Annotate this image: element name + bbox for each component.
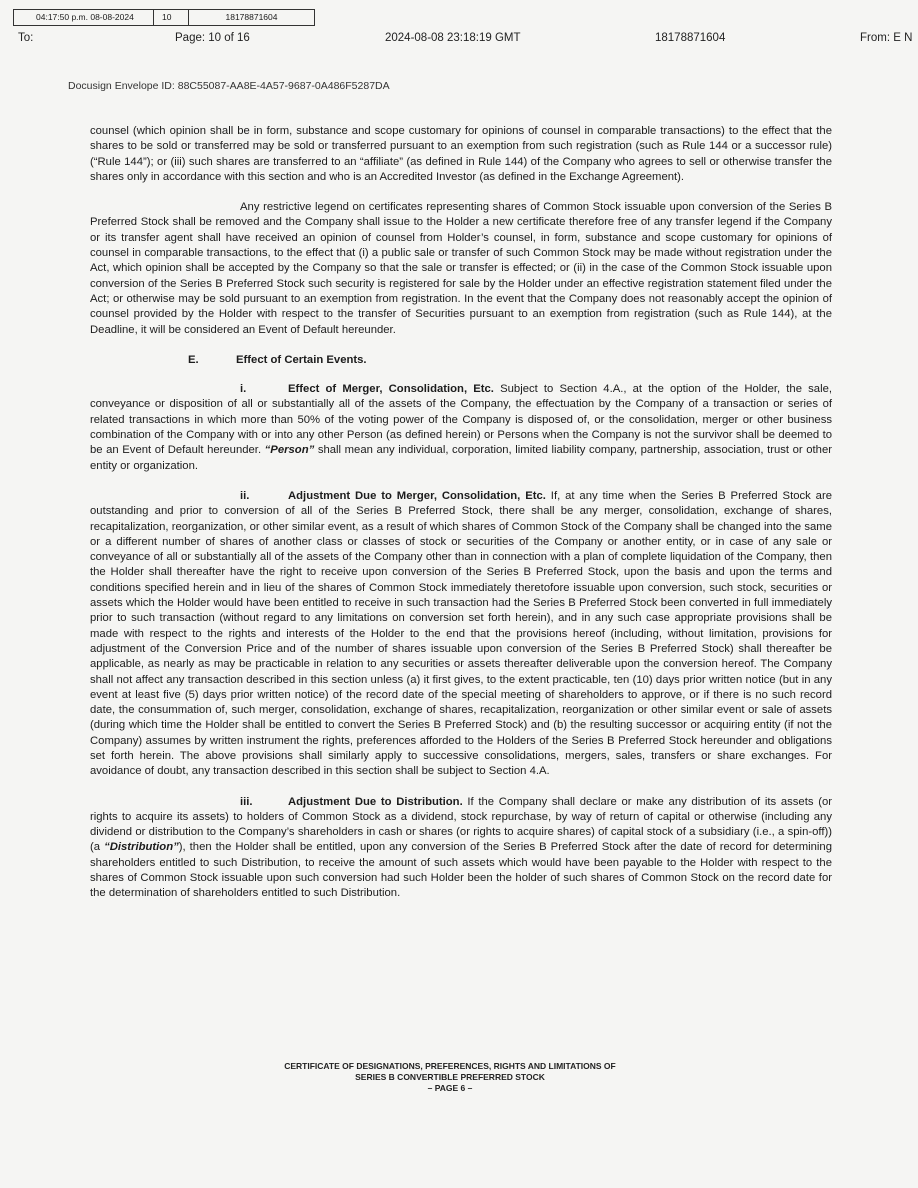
item-iii-number: iii. [240,795,253,808]
page-footer [0,1061,900,1094]
item-ii-text: If, at any time when the Series B Preferred Stock are outstanding and prior to conversion of all of the Series B Preferred Stock, there shall be any merger, consolidation, exchange of shares, recapitalization, reorganization, or other similar event, as a result of which shares of Common Stock of the Company shall be changed into the same or a different number of shares of another class or classes of stock or securities of the Company or another entity, or in case of any sale or conveyance of all or substantially all of the assets of the Company other than in connection with a plan of complete liquidation of the Company, then the Holder shall thereafter have the right to receive upon conversion of the Series B Preferred Stock, upon the basis and upon the terms and conditions specified herein and in lieu of the shares of Common Stock immediately theretofore issuable upon conversion, such stock, securities or assets which the Holder would have been entitled to receive in such transaction had the Series B Preferred Stock been converted in full immediately prior to such transaction (without regard to any limitations on conversion set forth herein), and in any such case appropriate provisions shall be made with respect to the rights and interests of the Holder to the end that the provisions hereof (including, without limitation, provisions for adjustment of the Conversion Price and of the number of shares issuable upon conversion of the Series B Preferred Stock) shall thereafter be applicable, as nearly as may be practicable in relation to any securities or assets thereafter deliverable upon the conversion hereof. The Company shall not affect any transaction described in this section unless (a) it first gives, to the extent practicable, ten (10) days prior written notice (but in any event at least five (5) days prior written notice) of the record date of the special meeting of shareholders to approve, or if there is no such record date, the consummation of, such merger, consolidation, exchange of shares, recapitalization, reorganization or other similar event or sale of assets (during which time the Holder shall be entitled to convert the Series B Preferred Stock) and (b) the resulting successor or acquiring entity (if not the Company) assumes by written instrument the rights, preferences afforded to the Holders of the Series B Preferred Stock hereunder and obligations set forth herein. The above provisions shall similarly apply to successive consolidations, mergers, sales, transfers or share exchanges. For avoidance of doubt, any transaction described in this section shall be subject to Section 4.A. [90,489,832,778]
fax-to: To: [18,32,34,44]
item-iii-text-b: ), then the Holder shall be entitled, upon any conversion of the Series B Preferred Stock after the date of record for determining shareholders entitled to such Distribution, to receive the amount of such assets which would have been payable to the Holder with respect to the shares of Common Stock issuable upon such conversion had such Holder been the holder of such shares of Common Stock on the record date for the determination of shareholders entitled to such Distribution. [90,841,832,900]
section-e-number: E. [188,353,199,366]
paragraph-restrictive-legend: Any restrictive legend on certificates representing shares of Common Stock issuable upon conversion of the Series B Preferred Stock shall be removed and the Company shall issue to the Holder a new certificate therefore free of any transfer legend if the Company or its transfer agent shall have received an opinion of counsel from Holder’s counsel, in form, substance and scope customary for opinions of counsel in comparable transactions, to the effect that (i) a public sale or transfer of such Common Stock may be made without registration under the Act, which opinion shall be accepted by the Company so that the sale or transfer is effected; or (ii) in the case of the Common Stock issuable upon conversion of the Series B Preferred Stock such security is registered for sale by the Holder under an effective registration statement filed under the Act; or otherwise may be sold pursuant to an exemption from registration. In the event that the Company does not reasonably accept the opinion of counsel provided by the Holder with respect to the transfer of Securities pursuant to an exemption from registration (such as Rule 144), at the Deadline, it will be considered an Event of Default hereunder. [90,201,832,336]
fax-page: Page: 10 of 16 [175,32,250,44]
document-body [90,124,832,917]
paragraph-counsel: counsel (which opinion shall be in form, substance and scope customary for opinions of counsel in comparable transactions) to the effect that the shares to be sold or transferred may be sold or transferred pursuant to an exemption from such registration (such as Rule 144 or a successor rule) (“Rule 144”); or (iii) such shares are transferred to an “affiliate” (as defined in Rule 144) of the Company who agrees to sell or otherwise transfer the shares only in accordance with this section and who is an Accredited Investor (as defined in the Exchange Agreement). [90,125,832,183]
item-ii-title: Adjustment Due to Merger, Consolidation, Etc. [288,489,546,502]
footer-line-2: SERIES B CONVERTIBLE PREFERRED STOCK [355,1072,545,1082]
item-i-title: Effect of Merger, Consolidation, Etc. [288,383,494,396]
footer-line-1: CERTIFICATE OF DESIGNATIONS, PREFERENCES, RIGHTS AND LIMITATIONS OF [284,1061,616,1071]
item-i-text-a: Subject to Section 4.A., at the option of the Holder, the sale, conveyance or disposition of all or substantially all of the assets of the Company, the effectuation by the Company of a transaction or series of related transactions in which more than 50% of the voting power of the Company is disposed of, or the consolidation, merger or other business combination of the Company with or into any other Person (as defined herein) or Persons when the Company is not the survivor shall be deemed to be an Event of Default hereunder. [90,383,832,457]
item-i-text-b: shall mean any individual, corporation, limited liability company, partnership, association, trust or other entity or organization. [90,444,832,472]
footer-page-number: – PAGE 6 – [427,1083,473,1093]
item-i-number: i. [240,383,247,396]
paragraph-adjustment-merger [90,489,832,780]
section-heading-e [90,353,832,368]
fax-number: 18178871604 [655,32,726,44]
paragraph-merger [90,382,832,474]
paragraph-distribution [90,795,832,902]
section-e-title: Effect of Certain Events. [236,353,367,366]
fax-header-box [13,9,315,26]
fax-number-box: 18178871604 [225,12,278,22]
fax-datetime: 04:17:50 p.m. 08-08-2024 [14,10,154,25]
item-iii-text-a: If the Company shall declare or make any distribution of its assets (or rights to acquire its assets) to holders of Common Stock as a dividend, stock repurchase, by way of return of capital or otherwise (including any dividend or distribution to the Company’s shareholders in cash or shares (or rights to acquire shares) of capital stock of a subsidiary (i.e., a spin-off)) (a [90,795,833,854]
envelope-id: Docusign Envelope ID: 88C55087-AA8E-4A57-9687-0A486F5287DA [68,80,390,92]
fax-gmt: 2024-08-08 23:18:19 GMT [385,32,521,44]
fax-page-no: 10 [154,10,189,25]
fax-from: From: E N [860,32,913,44]
item-i-term: “Person” [264,444,315,457]
item-ii-number: ii. [240,489,250,502]
item-iii-term: “Distribution” [104,841,179,854]
item-iii-title: Adjustment Due to Distribution. [288,795,463,808]
